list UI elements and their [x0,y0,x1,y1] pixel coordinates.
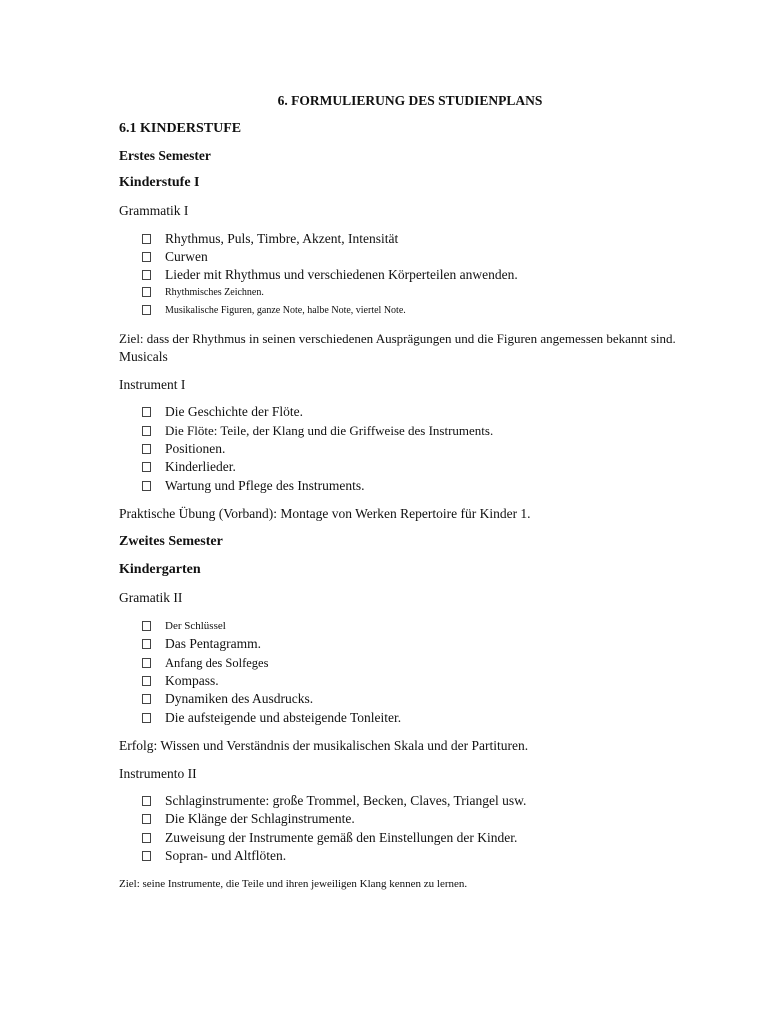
list-item: Kompass. [142,673,219,689]
list-item: Curwen [142,249,208,265]
semester-heading-1: Erstes Semester [119,148,211,163]
grammar2-heading: Gramatik II [119,590,183,605]
bullet-box-icon [142,426,151,436]
bullet-box-icon [142,234,151,244]
bullet-box-icon [142,694,151,704]
instrument1-heading: Instrument I [119,377,186,392]
bullet-box-icon [142,481,151,491]
bullet-box-icon [142,407,151,417]
list-item: Positionen. [142,441,225,457]
bullet-box-icon [142,305,151,315]
list-item: Das Pentagramm. [142,636,261,652]
list-item: Kinderlieder. [142,459,236,475]
instrument2-goal: Ziel: seine Instrumente, die Teile und ihren jeweiligen Klang kennen zu lernen. [119,878,468,890]
bullet-box-icon [142,676,151,686]
grammar2-result: Erfolg: Wissen und Verständnis der musikalischen Skala und der Partituren. [119,738,529,753]
bullet-box-icon [142,444,151,454]
list-item: Wartung und Pflege des Instruments. [142,478,365,494]
bullet-box-icon [142,796,151,806]
bullet-box-icon [142,814,151,824]
bullet-box-icon [142,462,151,472]
section-heading: 6.1 KINDERSTUFE [119,121,242,136]
list-item: Musikalische Figuren, ganze Note, halbe Note, viertel Note. [142,303,406,319]
list-item: Die Geschichte der Flöte. [142,404,303,420]
bullet-box-icon [142,270,151,280]
bullet-box-icon [142,713,151,723]
list-item: Die aufsteigende und absteigende Tonleiter. [142,710,401,726]
bullet-box-icon [142,658,151,668]
page-title: 6. FORMULIERUNG DES STUDIENPLANS [277,93,543,108]
grammar1-heading: Grammatik I [119,203,189,218]
semester-heading-2: Zweites Semester [119,534,223,549]
list-item: Rhythmus, Puls, Timbre, Akzent, Intensität [142,231,398,247]
level-heading-1: Kinderstufe I [119,175,200,190]
instrument1-practice: Praktische Übung (Vorband): Montage von Werken Repertoire für Kinder 1. [119,506,531,521]
grammar1-goal: Ziel: dass der Rhythmus in seinen verschiedenen Ausprägungen und die Figuren angemessen bekannt sind. [119,331,676,346]
bullet-box-icon [142,621,151,631]
list-item: Der Schlüssel [142,618,226,634]
list-item: Schlaginstrumente: große Trommel, Becken, Claves, Triangel usw. [142,793,526,809]
list-item: Lieder mit Rhythmus und verschiedenen Körperteilen anwenden. [142,267,518,283]
list-item: Zuweisung der Instrumente gemäß den Einstellungen der Kinder. [142,830,517,846]
list-item: Dynamiken des Ausdrucks. [142,691,313,707]
list-item: Die Klänge der Schlaginstrumente. [142,811,355,827]
bullet-box-icon [142,639,151,649]
bullet-box-icon [142,252,151,262]
instrument2-heading: Instrumento II [119,766,197,781]
level-heading-2: Kindergarten [119,562,201,577]
list-item: Die Flöte: Teile, der Klang und die Griffweise des Instruments. [142,423,493,439]
bullet-box-icon [142,851,151,861]
list-item: Sopran- und Altflöten. [142,848,286,864]
bullet-box-icon [142,287,151,297]
list-item: Rhythmisches Zeichnen. [142,285,264,301]
grammar1-extra: Musicals [119,349,168,364]
list-item: Anfang des Solfeges [142,655,268,671]
bullet-box-icon [142,833,151,843]
